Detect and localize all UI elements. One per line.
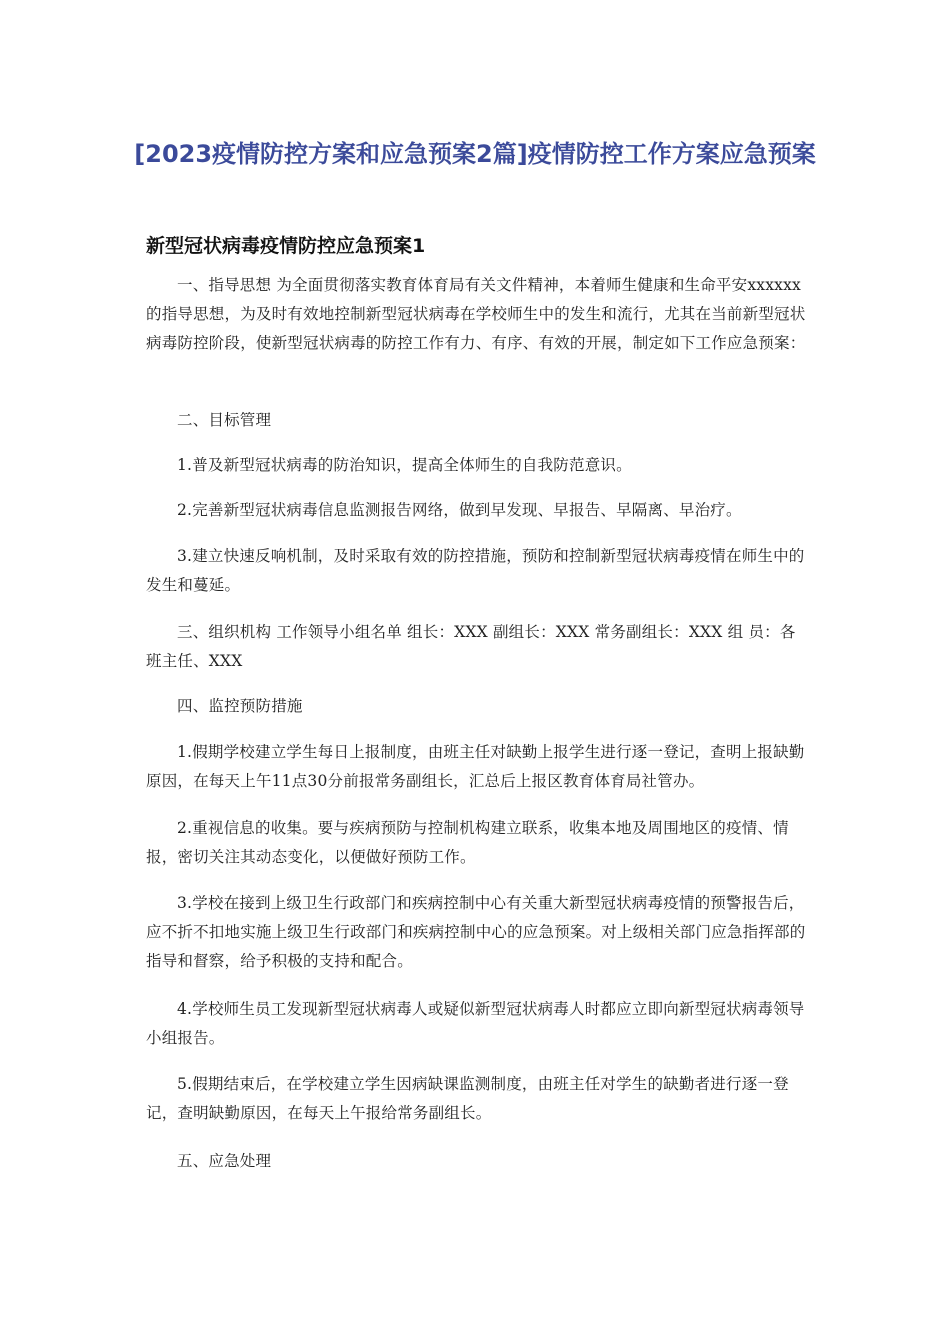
paragraph-goal-2: 2.完善新型冠状病毒信息监测报告网络，做到早发现、早报告、早隔离、早治疗。 bbox=[177, 501, 742, 519]
paragraph-measure-3: 3.学校在接到上级卫生行政部门和疾病控制中心有关重大新型冠状病毒疫情的预警报告后，应不折不扣地实施上级卫生行政部门和疾病控制中心的应急预案。对上级相关部门应急指挥部的指导和督察，给予积极的支持和配合。 bbox=[146, 894, 806, 970]
paragraph-measure-2: 2.重视信息的收集。要与疾病预防与控制机构建立联系，收集本地及周围地区的疫情、情报，密切关注其动态变化，以便做好预防工作。 bbox=[146, 819, 789, 866]
paragraph-heading-goals: 二、目标管理 bbox=[177, 411, 272, 429]
document-title: [2023疫情防控方案和应急预案2篇]疫情防控工作方案应急预案 bbox=[134, 140, 816, 168]
paragraph-goal-1: 1.普及新型冠状病毒的防治知识，提高全体师生的自我防范意识。 bbox=[177, 456, 632, 474]
paragraph-heading-emergency: 五、应急处理 bbox=[177, 1152, 272, 1170]
paragraph-organization: 三、组织机构 工作领导小组名单 组长：XXX 副组长：XXX 常务副组长：XXX 组 员：各班主任、XXX bbox=[146, 623, 796, 670]
paragraph-measure-4: 4.学校师生员工发现新型冠状病毒人或疑似新型冠状病毒人时都应立即向新型冠状病毒领导小组报告。 bbox=[146, 1000, 805, 1047]
paragraph-measure-1: 1.假期学校建立学生每日上报制度，由班主任对缺勤上报学生进行逐一登记，查明上报缺勤原因，在每天上午11点30分前报常务副组长，汇总后上报区教育体育局社管办。 bbox=[146, 743, 805, 790]
paragraph-goal-3: 3.建立快速反响机制，及时采取有效的防控措施，预防和控制新型冠状病毒疫情在师生中的发生和蔓延。 bbox=[146, 547, 805, 594]
paragraph-heading-monitoring: 四、监控预防措施 bbox=[177, 697, 303, 715]
paragraph-guiding-ideology: 一、指导思想 为全面贯彻落实教育体育局有关文件精神，本着师生健康和生命平安xxxxxx的指导思想，为及时有效地控制新型冠状病毒在学校师生中的发生和流行，尤其在当前新型冠状病毒防控阶段，使新型冠状病毒的防控工作有力、有序、有效的开展，制定如下工作应急预案： bbox=[146, 276, 806, 352]
paragraph-measure-5: 5.假期结束后，在学校建立学生因病缺课监测制度，由班主任对学生的缺勤者进行逐一登记，查明缺勤原因，在每天上午报给常务副组长。 bbox=[146, 1075, 789, 1122]
section-title: 新型冠状病毒疫情防控应急预案1 bbox=[146, 235, 426, 257]
